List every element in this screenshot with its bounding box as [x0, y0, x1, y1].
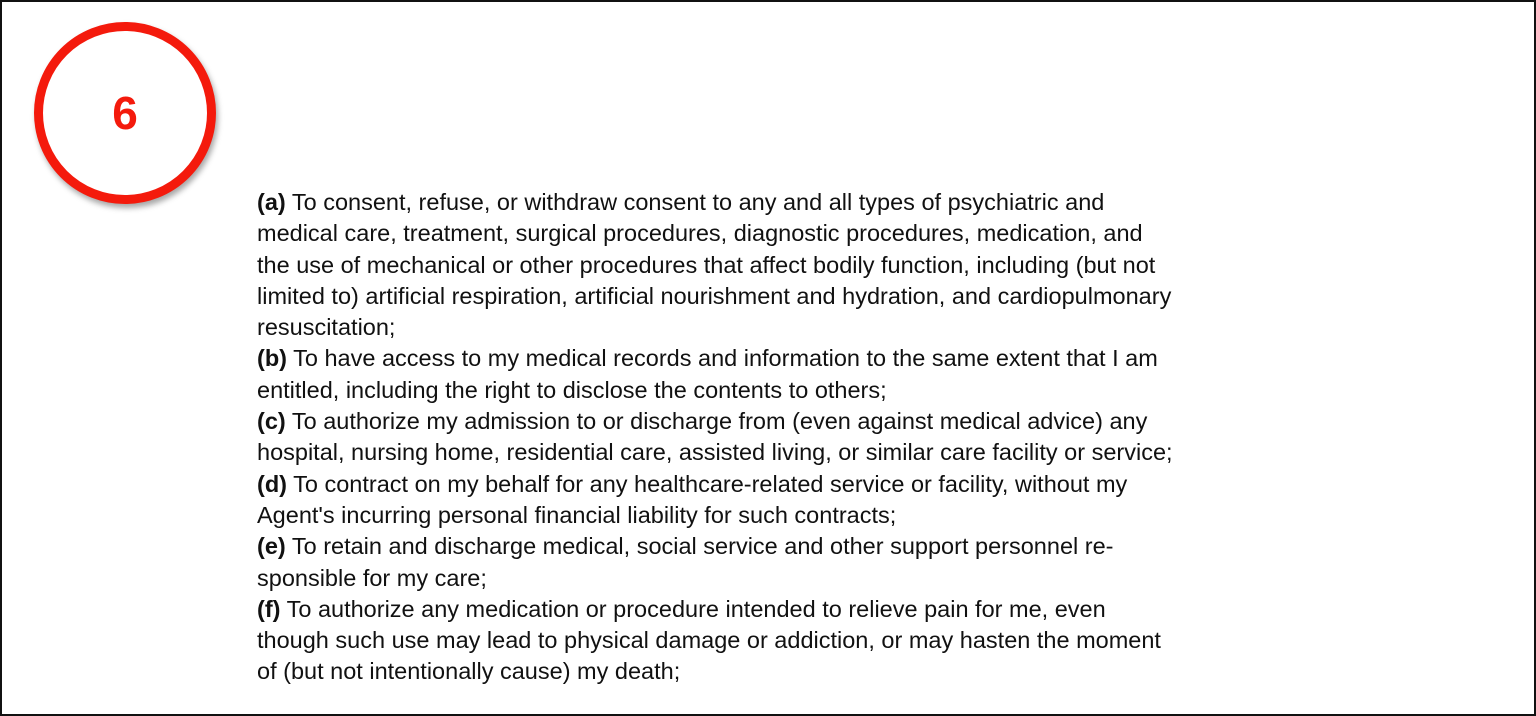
item-text: Agent's incurring personal financial liability for such contracts; [257, 501, 897, 528]
item-text: hospital, nursing home, residential care, assisted living, or similar care facility or service; [257, 439, 1173, 466]
list-item-line [257, 187, 1173, 218]
list-item-line [257, 343, 1173, 374]
list-item-line [257, 406, 1173, 437]
step-number-badge [34, 22, 216, 204]
item-label: (c) [257, 408, 286, 435]
item-text: To authorize any medication or procedure intended to relieve pain for me, even [280, 595, 1106, 622]
list-item-line [257, 563, 1173, 594]
list-item-line [257, 594, 1173, 625]
list-item-line [257, 375, 1173, 406]
list-item-line [257, 625, 1173, 656]
powers-list [257, 187, 1173, 688]
item-text: To authorize my admission to or discharge from (even against medical advice) any [285, 408, 1148, 435]
item-label: (e) [257, 533, 286, 560]
item-text: To retain and discharge medical, social service and other support personnel re- [285, 533, 1114, 560]
list-item-line [257, 312, 1173, 343]
item-label: (d) [257, 470, 288, 497]
list-item-line [257, 469, 1173, 500]
item-text: resuscitation; [257, 314, 396, 341]
item-text: limited to) artificial respiration, artificial nourishment and hydration, and cardiopulmonary [257, 282, 1172, 309]
item-text: To consent, refuse, or withdraw consent to any and all types of psychiatric and [285, 189, 1105, 215]
item-text: sponsible for my care; [257, 564, 487, 591]
list-item-line [257, 500, 1173, 531]
item-label: (a) [257, 189, 286, 215]
list-item-line [257, 250, 1173, 281]
item-text: of (but not intentionally cause) my death; [257, 658, 681, 685]
item-label: (f) [257, 595, 281, 622]
item-text: the use of mechanical or other procedures that affect bodily function, including (but not [257, 251, 1156, 278]
item-text: though such use may lead to physical damage or addiction, or may hasten the moment [257, 627, 1161, 654]
list-item-line [257, 531, 1173, 562]
list-item-line [257, 218, 1173, 249]
item-text: To have access to my medical records and information to the same extent that I am [287, 345, 1158, 372]
list-item-line [257, 281, 1173, 312]
item-text: To contract on my behalf for any healthcare-related service or facility, without my [287, 470, 1128, 497]
item-label: (b) [257, 345, 288, 372]
step-number: 6 [112, 87, 138, 139]
item-text: entitled, including the right to disclose the contents to others; [257, 376, 887, 403]
item-text: medical care, treatment, surgical procedures, diagnostic procedures, medication, and [257, 220, 1143, 247]
list-item-line [257, 437, 1173, 468]
list-item-line [257, 656, 1173, 687]
